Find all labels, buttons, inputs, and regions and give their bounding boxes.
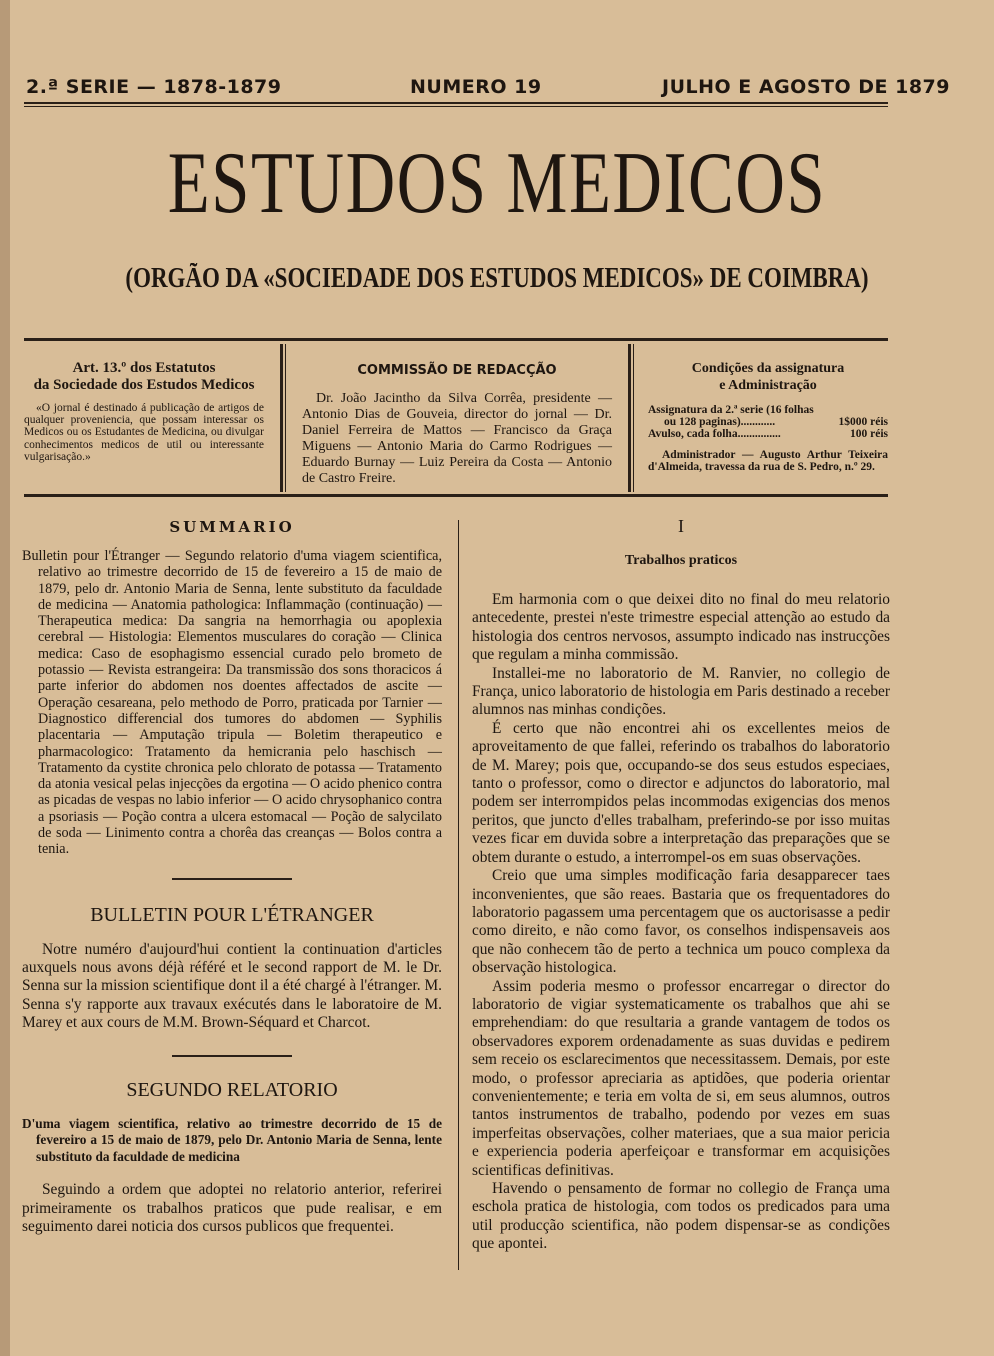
- conditions-line-3: [648, 428, 888, 440]
- page-edge: [0, 0, 10, 1356]
- box-top-rule: [24, 338, 888, 341]
- header-date: JULHO E AGOSTO DE 1879: [662, 76, 950, 98]
- commission-text: Dr. João Jacintho da Silva Corrêa, presidente — Antonio Dias de Gouveia, director do jornal — Dr. Daniel Ferreira de Mattos — Francisco da Graça Miguens — Antonio Maria do Carmo Rodrigues — Eduardo Burnay — Luiz Pereira da Costa — Antonio de Castro Freire.: [302, 391, 612, 486]
- conditions-line-2-label: ou 128 paginas)............: [664, 416, 776, 429]
- left-column: [22, 518, 442, 1236]
- relatorio-text: Seguindo a ordem que adoptei no relatorio anterior, referirei primeiramente os trabalhos praticos que pude realisar, e em seguimento darei noticia dos cursos publicos que frequentei.: [22, 1181, 442, 1235]
- section-divider: [172, 878, 292, 880]
- header-numero: NUMERO 19: [410, 76, 542, 98]
- summary-text: Bulletin pour l'Étranger — Segundo relatorio d'uma viagem scientifica, relativo ao trimestre decorrido de 15 de fevereiro a 15 de maio de 1879, pelo dr. Antonio Maria de Senna, lente substituto da faculdade de medicina — Anatomia pathologica: Inflammação (continuação) — Therapeutica medica: Da sangria na hemorrhagia ou apoplexia cerebral — Histologia: Elementos musculares do coração — Clinica medica: Caso de esophagismo essencial curado pelo brometo de potassio — Revista estrangeira: Da transmissão dos sons thoracicos á parte inferior do abdomen nos doentes affectados de ascite — Operação cesareana, pelo methodo de Porro, praticada por Tarnier — Diagnostico differencial dos tumores do abdomen — Syphilis placentaria — Amputação tripula — Boletim therapeutico e pharmacologico: Tratamento da hemicrania pelo haschisch — Tratamento da cystite chronica pelo chlorato de potassa — Tratamento da atonia vesical pelas injecções da ergotina — O acido phenico contra as picadas de vespas no labio inferior — O acido chrysophanico contra a psoriasis — Poção contra a ulcera estomacal — Poção de salycilato de soda — Linimento contra a chorêa das creanças — Bolos contra a tenia.: [22, 548, 442, 858]
- conditions-heading-2: e Administração: [719, 378, 817, 393]
- right-column: [472, 516, 890, 1254]
- conditions-line-3-label: Avulso, cada folha...............: [648, 428, 781, 441]
- conditions-heading-1: Condições da assignatura: [691, 361, 845, 376]
- commission-box: [302, 362, 612, 508]
- box-separator-thin: [285, 344, 286, 492]
- box-separator-thin: [633, 344, 634, 492]
- section-roman-numeral: I: [678, 516, 684, 536]
- paragraph: Installei-me no laboratorio de M. Ranvier, no collegio de França, unico laboratorio de histologia em Paris destinado a receber alumnos nas minhas condições.: [472, 664, 890, 719]
- conditions-line-2-value: 1$000 réis: [838, 416, 888, 429]
- section-heading: Trabalhos praticos: [624, 553, 738, 568]
- paragraph: Havendo o pensamento de formar no collegio de França uma eschola pratica de histologia, com todos os predicados para uma util producção scientifica, não podem dispensar-se as condições que apontei.: [472, 1180, 890, 1253]
- column-rule: [458, 520, 459, 1270]
- header-rule: [24, 102, 888, 104]
- statutes-box: [24, 360, 264, 506]
- masthead-title: ESTUDOS MEDICOS: [167, 135, 827, 232]
- header-serie: 2.ª SERIE — 1878-1879: [26, 76, 282, 98]
- paragraph: É certo que não encontrei ahi os excellentes meios de aproveitamento de que fallei, referindo os trabalhos do laboratorio de M. Marey; pois que, occupando-se dos seus estudos especiaes, tanto o professor, como o director e adjunctos do laboratorio, mal podem ser interrompidos pelas incommodas exigencias dos menos peritos, que juncto d'elles trabalham, preferindo-se por isso muitas vezes ficar em duvida sobre a interpretação das preparações que se obtem durante o estudo, a interrompel-os em suas observações.: [472, 719, 890, 866]
- statutes-text: «O jornal é destinado á publicação de artigos de qualquer proveniencia, que possam interessar os Medicos ou os Estudantes de Medicina, ou divulgar conhecimentos medicos de util ou interessante vulgarisação.»: [24, 402, 264, 463]
- paragraph: Em harmonia com o que deixei dito no final do meu relatorio antecedente, prestei n'este trimestre especial attenção ao estudo da histologia dos centros nervosos, assumpto indicado nas instrucções que regulam a minha commissão.: [472, 591, 890, 664]
- masthead-subtitle: (ORGÃO DA «SOCIEDADE DOS ESTUDOS MEDICOS» DE COIMBRA): [125, 263, 869, 294]
- conditions-line-2: [648, 416, 888, 428]
- header-rule-thin: [24, 106, 888, 107]
- conditions-box: [648, 360, 888, 506]
- relatorio-heading: SEGUNDO RELATORIO: [126, 1078, 338, 1101]
- conditions-admin: Administrador — Augusto Arthur Teixeira d'Almeida, travessa da rua de S. Pedro, n.º 29.: [648, 448, 888, 473]
- paragraph: Assim poderia mesmo o professor encarregar o director do laboratorio de vigiar systematicamente os trabalhos que ahi se emprehendiam: do que resultaria a grande vantagem de todos os observadores exporem ordenadamente as suas duvidas e pedirem sem receio os esclarecimentos que necessitassem. Demais, por este modo, o professor apreciaria as aptidões, que poderia orientar convenientemente; e teria em volta de si, em seus alumnos, outros tantos instrumentos de trabalho, podendo por vezes em suas imperfeitas observações, colher materiaes, que a sua maior pericia e experiencia poderia aperfeiçoar e transformar em acquisições scientificas definitivas.: [472, 977, 890, 1179]
- commission-heading: COMMISSÃO DE REDACÇÃO: [357, 363, 557, 378]
- paragraph: Creio que uma simples modificação faria desapparecer taes inconvenientes, que são reaes. Bastaria que os frequentadores do laboratorio pagassem uma percentagem que os auctorisasse a pedir como direito, e não como favor, os conselhos indispensaveis aos que não conhecem tão de perto a technica um pouco complexa da observação histologica.: [472, 867, 890, 977]
- conditions-line-1: Assignatura da 2.ª serie (16 folhas: [648, 404, 814, 416]
- bulletin-text: Notre numéro d'aujourd'hui contient la continuation d'articles auxquels nous avons déjà référé et le second rapport de M. le Dr. Senna sur la mission scientifique dont il a été chargé à l'étranger. M. Senna s'y rapporte aux travaux exécutés dans le laboratoire de M. Marey et aux cours de M.M. Brown-Séquard et Charcot.: [22, 940, 442, 1032]
- bulletin-heading: BULLETIN POUR L'ÉTRANGER: [90, 903, 374, 926]
- statutes-heading-1: Art. 13.º dos Estatutos: [72, 360, 216, 376]
- statutes-heading-2: da Sociedade dos Estudos Medicos: [33, 377, 255, 393]
- relatorio-subheading: D'uma viagem scientifica, relativo ao trimestre decorrido de 15 de fevereiro a 15 de maio de 1879, pelo Dr. Antonio Maria de Senna, lente substituto da faculdade de medicina: [22, 1115, 442, 1164]
- conditions-line-3-value: 100 réis: [849, 428, 888, 441]
- box-separator: [628, 344, 631, 492]
- box-separator: [280, 344, 283, 492]
- section-divider: [172, 1055, 292, 1057]
- summary-heading: SUMMARIO: [169, 518, 295, 536]
